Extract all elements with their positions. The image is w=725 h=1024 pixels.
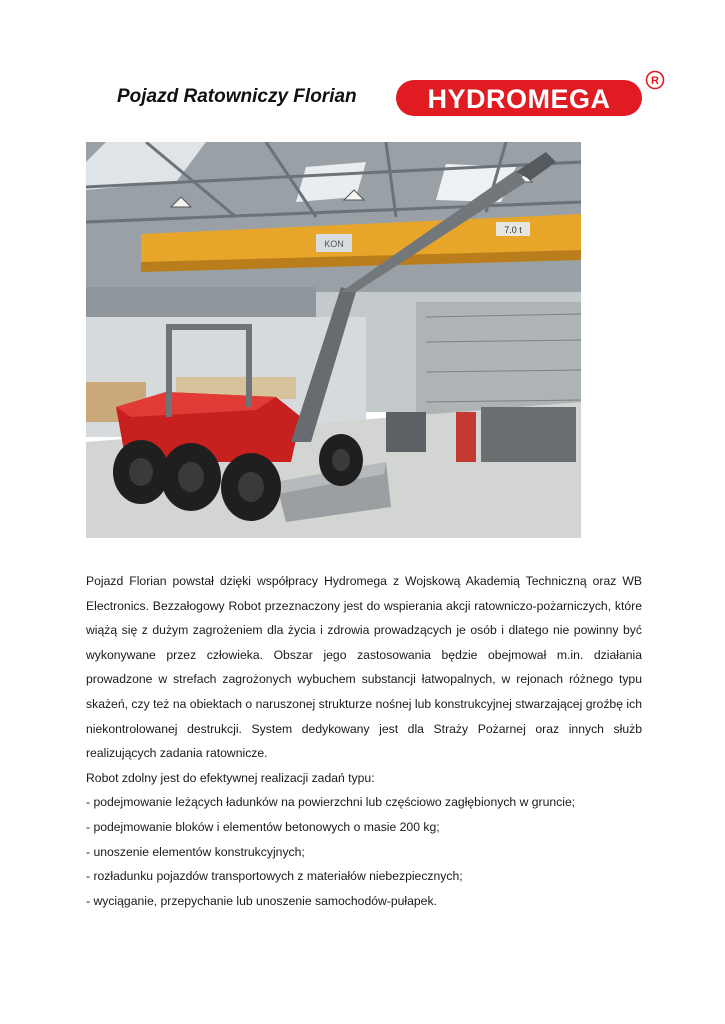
list-item: - podejmowanie leżących ładunków na powierzchni lub częściowo zagłębionych w gruncie; bbox=[86, 795, 576, 810]
logo-text: HYDROMEGA bbox=[427, 84, 611, 114]
list-item: - podejmowanie bloków i elementów betonowych o masie 200 kg; bbox=[86, 819, 440, 834]
list-item: - unoszenie elementów konstrukcyjnych; bbox=[86, 844, 305, 859]
page-title: Pojazd Ratowniczy Florian bbox=[117, 86, 357, 107]
article-body bbox=[86, 569, 642, 913]
list-item: - rozładunku pojazdów transportowych z materiałów niebezpiecznych; bbox=[86, 869, 463, 884]
tasks-intro: Robot zdolny jest do efektywnej realizacji zadań typu: bbox=[86, 770, 375, 785]
article-paragraph: Pojazd Florian powstał dzięki współpracy Hydromega z Wojskową Akademią Techniczną oraz WB Electronics. Bezzałogowy Robot przeznaczony jest do wspierania akcji ratowniczo-pożarniczych, które wiążą się z dużym zagrożeniem dla życia i zdrowia prowadzących je osób i dlatego nie powinny być wykonywane przez człowieka. Obszar jego zastosowania będzie obejmował m.in. działania prowadzone w strefach zagrożonych wybuchem substancji łatwopalnych, w rejonach różnego typu skażeń, czy też na obiektach o naruszonej strukturze nośnej lub konstrukcyjnej stwarzającej groźbę ich niekontrolowanej destrukcji. System dedykowany jest dla Straży Pożarnej oraz innych służb realizujących zadania ratownicze. bbox=[86, 574, 642, 761]
vehicle-photo bbox=[86, 142, 581, 538]
beam-text: KON bbox=[324, 239, 344, 249]
registered-letter: R bbox=[651, 75, 659, 87]
crane-capacity-plate: 7.0 t bbox=[504, 225, 522, 235]
list-item: - wyciąganie, przepychanie lub unoszenie samochodów-pułapek. bbox=[86, 893, 437, 908]
tasks-list bbox=[86, 790, 642, 913]
hydromega-logo bbox=[394, 68, 668, 118]
